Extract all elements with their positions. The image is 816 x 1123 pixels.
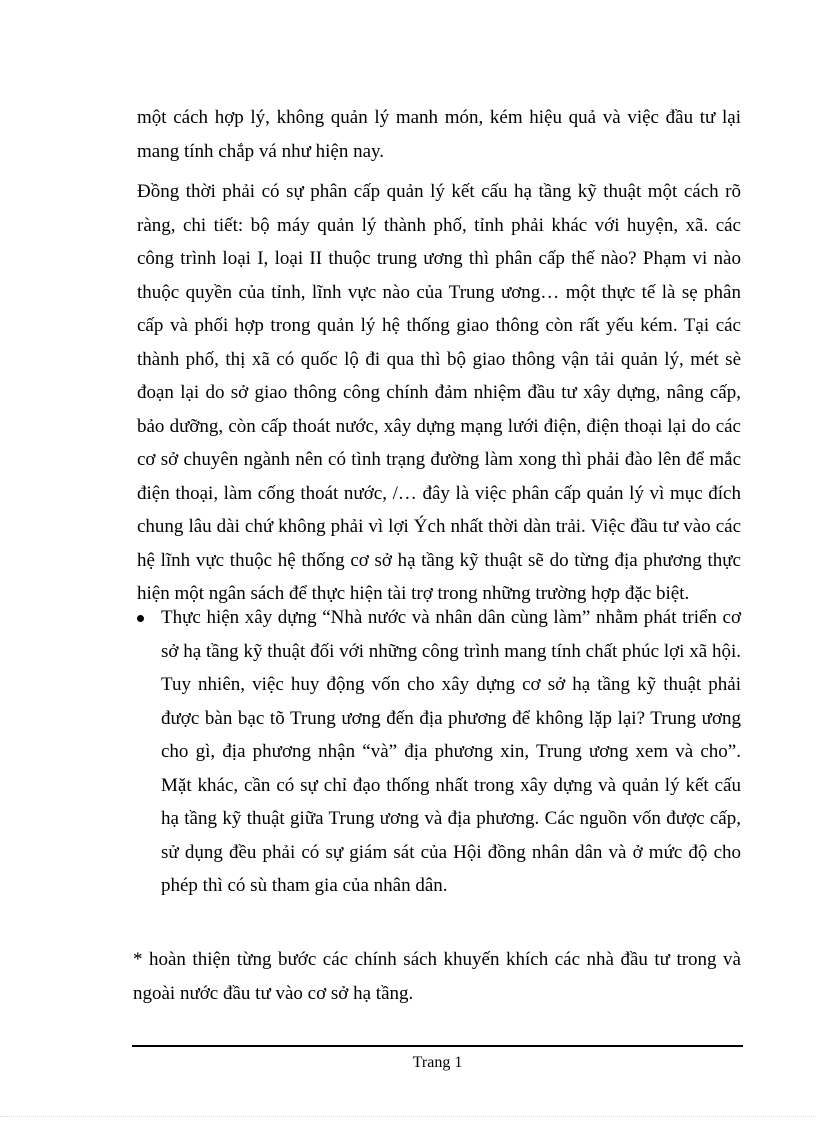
page-number: Trang 1 [412, 1054, 463, 1071]
paragraph-incentive-policy: * hoàn thiện từng bước các chính sách khuyến khích các nhà đầu tư trong và ngoài nước đầu tư vào cơ sở hạ tầng. [133, 949, 741, 1004]
paragraph-infrastructure-management: Đồng thời phải có sự phân cấp quản lý kết cấu hạ tầng kỹ thuật một cách rõ ràng, chi tiết: bộ máy quản lý thành phố, tỉnh phải khác với huyện, xã. các công trình loại I, loại II thuộc trung ương thì phân cấp thế nào? Phạm vi nào thuộc quyền của tỉnh, lĩnh vực nào của Trung ương… một thực tế là sẹ phân cấp và phối hợp trong quản lý hệ thống giao thông còn rất yếu kém. Tại các thành phố, thị xã có quốc lộ đi qua thì bộ giao thông vận tải quản lý, mét sè đoạn lại do sở giao thông công chính đảm nhiệm đầu tư xây dựng, nâng cấp, bảo dưỡng, còn cấp thoát nước, xây dựng mạng lưới điện, điện thoại lại do các cơ sở chuyên ngành nên có tình trạng đường làm xong thì phải đào lên để mắc điện thoại, làm cống thoát nước, /… đây là việc phân cấp quản lý vì mục đích chung lâu dài chứ không phải vì lợi Ých nhất thời dàn trải. Việc đầu tư vào các hệ lĩnh vực thuộc hệ thống cơ sở hạ tầng kỹ thuật sẽ do từng địa phương thực hiện một ngân sách để thực hiện tài trợ trong những trường hợp đặc biệt. [137, 181, 741, 604]
footer-divider [132, 1045, 743, 1047]
paragraph-continuation: một cách hợp lý, không quản lý manh món, kém hiệu quả và việc đầu tư lại mang tính chắp vá như hiện nay. [137, 107, 741, 162]
page-edge-divider [0, 1116, 816, 1117]
bullet-text: Thực hiện xây dựng “Nhà nước và nhân dân cùng làm” nhằm phát triển cơ sở hạ tầng kỹ thuật đối với những công trình mang tính chất phúc lợi xã hội. Tuy nhiên, việc huy động vốn cho xây dựng cơ sở hạ tầng kỹ thuật phải được bàn bạc tõ Trung ương đến địa phương để không lặp lại? Trung ương cho gì, địa phương nhận “và” địa phương xin, Trung ương xem và cho”. Mặt khác, cần có sự chỉ đạo thống nhất trong xây dựng và quản lý kết cấu hạ tầng kỹ thuật giữa Trung ương và địa phương. Các nguồn vốn được cấp, sử dụng đều phải có sự giám sát của Hội đồng nhân dân và ở mức độ cho phép thì có sù tham gia của nhân dân. [161, 607, 741, 896]
bullet-icon [137, 615, 144, 622]
